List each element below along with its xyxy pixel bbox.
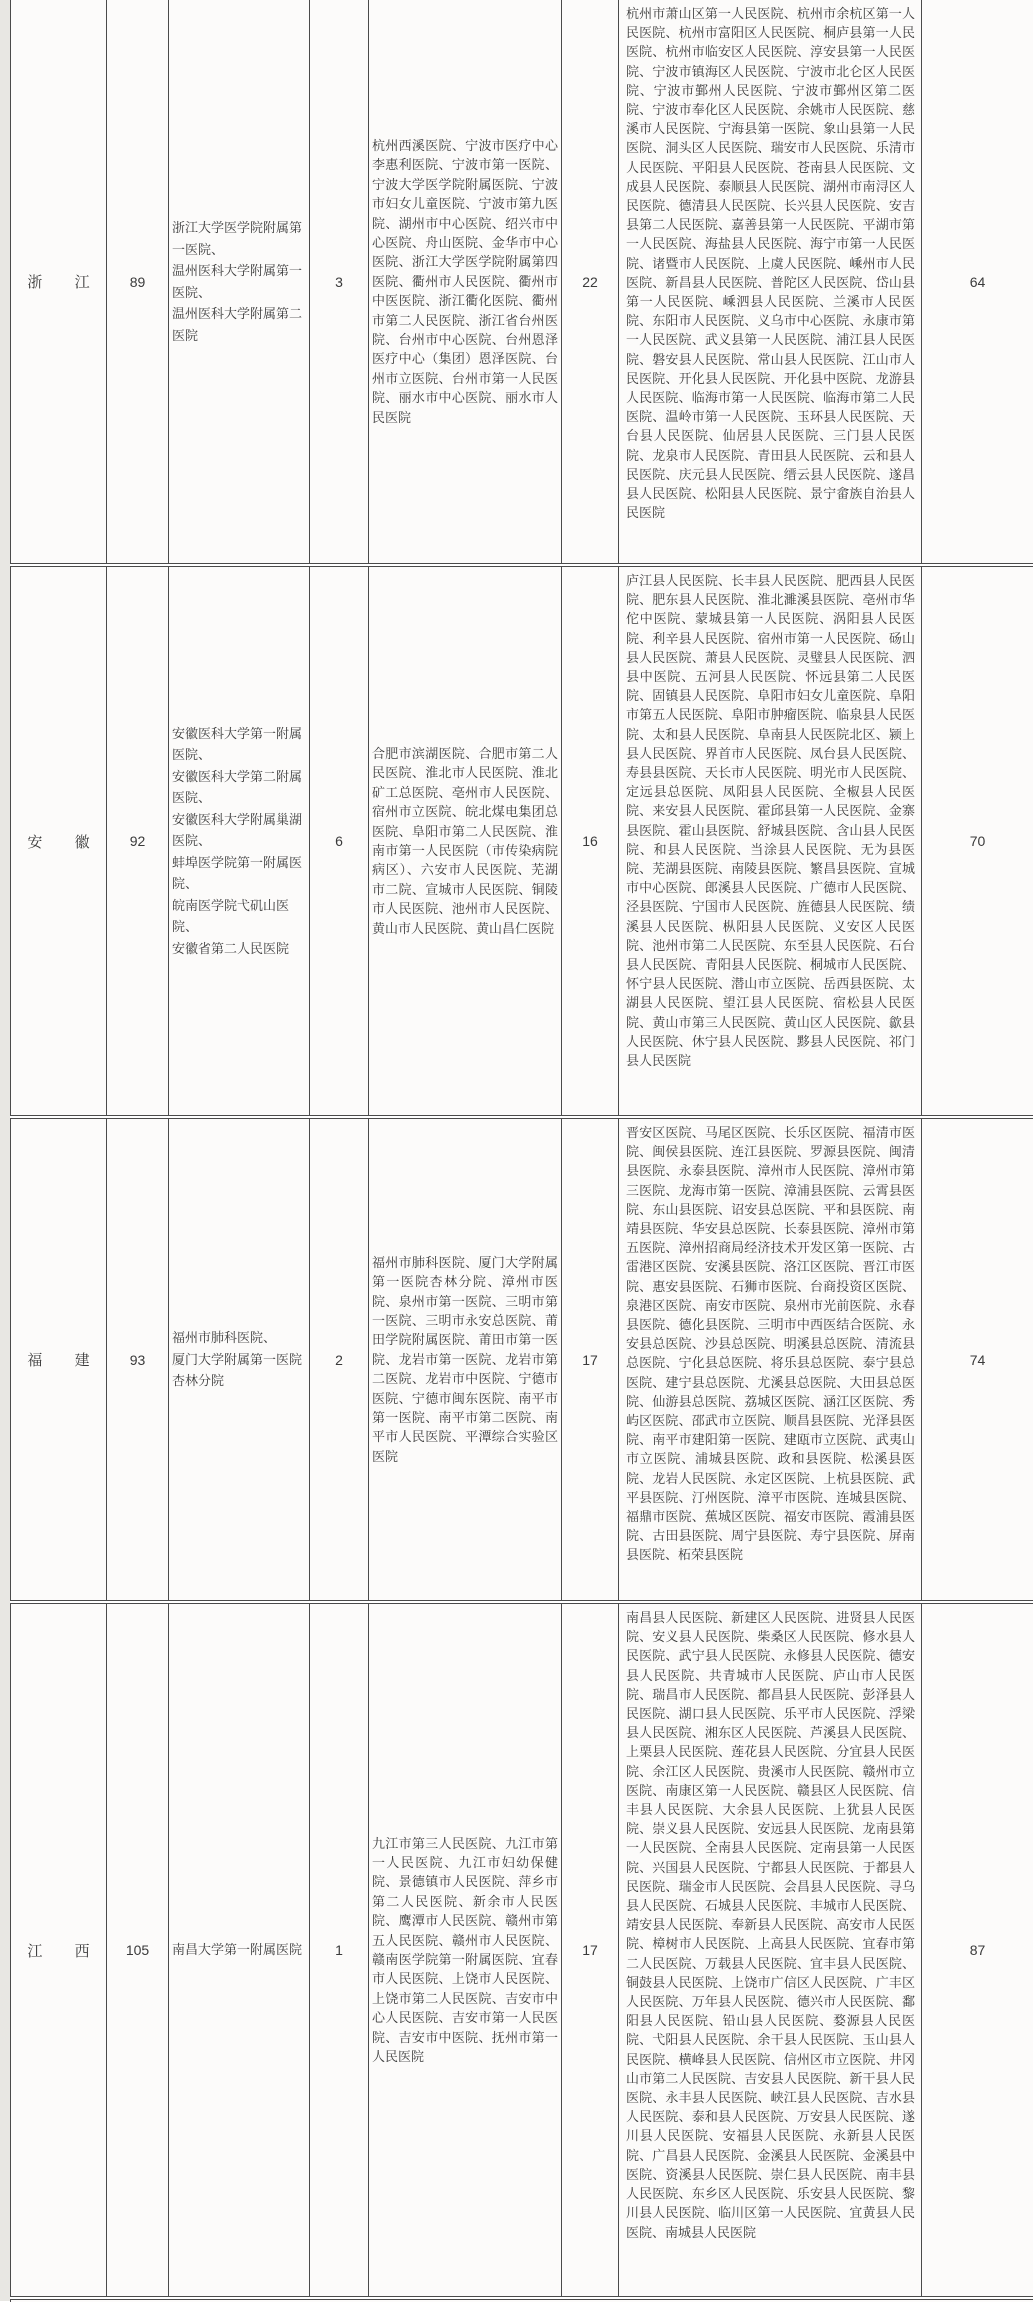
hospital-list-item: 安徽医科大学附属巢湖医院、 <box>172 811 303 849</box>
table-row-zhejiang <box>10 0 1033 564</box>
hospital-list-item: 安徽医科大学第二附属医院、 <box>172 768 303 806</box>
count-c-cell: 64 <box>969 273 986 290</box>
province-label: 安 徽 <box>27 833 104 851</box>
count-b-cell: 22 <box>562 0 619 563</box>
table-row-fujian <box>10 1118 1033 1601</box>
total-count-cell: 105 <box>107 1604 169 2296</box>
province-label: 浙 江 <box>27 274 104 291</box>
total-count-cell: 93 <box>107 1119 169 1600</box>
province-label: 江 西 <box>27 1942 104 1960</box>
count-a-cell: 6 <box>310 567 369 1115</box>
hospital-list-item: 蚌埠医学院第一附属医院、 <box>172 854 303 892</box>
province-cell <box>11 0 107 563</box>
total-count-cell: 92 <box>107 567 169 1115</box>
hospital-list-item: 皖南医学院弋矶山医院、 <box>172 897 290 935</box>
university-hospitals-cell <box>169 1119 310 1600</box>
count-b-cell: 17 <box>562 1604 619 2296</box>
count-b-cell: 16 <box>562 567 619 1115</box>
county-hospitals-cell: 晋安区医院、马尾区医院、长乐区医院、福清市医院、闽侯县医院、连江县医院、罗源县医院、闽清县医院、永泰县医院、漳州市人民医院、漳州市第三医院、龙海市第一医院、漳浦县医院、云霄县医院、东山县医院、诏安县总医院、平和县医院、南靖县医院、华安县总医院、长泰县医院、漳州市第五医院、漳州招商局经济技术开发区第一医院、古雷港区医院、安溪县医院、洛江区医院、晋江市医院、惠安县医院、石狮市医院、台商投资区医院、泉港区医院、南安市医院、泉州市光前医院、永春县医院、德化县医院、三明市中西医结合医院、永安县总医院、沙县总医院、明溪县总医院、清流县总医院、宁化县总医院、将乐县总医院、泰宁县总医院、建宁县总医院、尤溪县总医院、大田县总医院、仙游县总医院、荔城区医院、涵江区医院、秀屿区医院、邵武市立医院、顺昌县医院、光泽县医院、南平市建阳第一医院、建瓯市立医院、武夷山市立医院、浦城县医院、政和县医院、松溪县医院、龙岩人民医院、永定区医院、上杭县医院、武平县医院、汀州医院、漳平市医院、连城县医院、福鼎市医院、蕉城区医院、福安市医院、霞浦县医院、古田县医院、周宁县医院、寿宁县医院、屏南县医院、柘荣县医院 <box>619 1119 922 1600</box>
province-cell <box>11 1119 107 1600</box>
hospital-list-item: 安徽省第二人民医院 <box>172 940 290 956</box>
table-row-anhui <box>10 566 1033 1116</box>
hospital-list-item: 浙江大学医学院附属第一医院、 <box>172 220 303 257</box>
hospital-list-item: 安徽医科大学第一附属医院、 <box>172 725 303 763</box>
city-hospitals-cell: 九江市第三人民医院、九江市第一人民医院、九江市妇幼保健院、景德镇市人民医院、萍乡市第二人民医院、新余市人民医院、鹰潭市人民医院、赣州市第五人民医院、赣州市人民医院、赣南医学院第一附属医院、宜春市人民医院、上饶市人民医院、上饶市第二人民医院、吉安市中心人民医院、吉安市第一人民医院、吉安市中医院、抚州市第一人民医院 <box>369 1604 562 2296</box>
count-c-cell: 74 <box>969 1351 986 1368</box>
university-hospitals-cell <box>169 567 310 1115</box>
count-b-cell: 17 <box>562 1119 619 1600</box>
university-hospitals-cell <box>169 1604 310 2296</box>
county-hospitals-cell: 杭州市萧山区第一人民医院、杭州市余杭区第一人民医院、杭州市富阳区人民医院、桐庐县第一人民医院、杭州市临安区人民医院、淳安县第一人民医院、宁波市镇海区人民医院、宁波市北仑区人民医院、宁波市鄞州人民医院、宁波市鄞州区第二医院、宁波市奉化区人民医院、余姚市人民医院、慈溪市人民医院、宁海县第一医院、象山县第一人民医院、洞头区人民医院、瑞安市人民医院、乐清市人民医院、平阳县人民医院、苍南县人民医院、文成县人民医院、泰顺县人民医院、湖州市南浔区人民医院、德清县人民医院、长兴县人民医院、安吉县第二人民医院、嘉善县第一人民医院、平湖市第一人民医院、海盐县人民医院、海宁市第一人民医院、诸暨市人民医院、上虞人民医院、嵊州市人民医院、新昌县人民医院、普陀区人民医院、岱山县第一人民医院、嵊泗县人民医院、兰溪市人民医院、东阳市人民医院、义乌市中心医院、永康市第一人民医院、武义县第一人民医院、浦江县人民医院、磐安县人民医院、常山县人民医院、江山市人民医院、开化县人民医院、开化县中医院、龙游县人民医院、临海市第一人民医院、临海市第二人民医院、温岭市第一人民医院、玉环县人民医院、天台县人民医院、仙居县人民医院、三门县人民医院、龙泉市人民医院、青田县人民医院、云和县人民医院、庆元县人民医院、缙云县人民医院、遂昌县人民医院、松阳县人民医院、景宁畲族自治县人民医院 <box>619 0 922 563</box>
count-c-cell: 87 <box>969 1942 986 1958</box>
county-hospitals-cell: 庐江县人民医院、长丰县人民医院、肥西县人民医院、肥东县人民医院、淮北濉溪县医院、亳州市华佗中医院、蒙城县第一人民医院、涡阳县人民医院、利辛县人民医院、宿州市第一人民医院、砀山县人民医院、萧县人民医院、灵璧县人民医院、泗县中医院、五河县人民医院、怀远县第二人民医院、固镇县人民医院、阜阳市妇女儿童医院、阜阳市第五人民医院、阜阳市肿瘤医院、临泉县人民医院、太和县人民医院、阜南县人民医院北区、颍上县人民医院、界首市人民医院、凤台县人民医院、寿县县医院、天长市人民医院、明光市人民医院、定远县总医院、凤阳县人民医院、全椒县人民医院、来安县人民医院、霍邱县第一人民医院、金寨县医院、霍山县医院、舒城县医院、含山县人民医院、和县人民医院、当涂县人民医院、无为县医院、芜湖县医院、南陵县医院、繁昌县医院、宣城市中心医院、郎溪县人民医院、广德市人民医院、泾县医院、宁国市人民医院、旌德县人民医院、绩溪县人民医院、枞阳县人民医院、义安区人民医院、池州市第二人民医院、东至县人民医院、石台县人民医院、青阳县人民医院、桐城市人民医院、怀宁县人民医院、潜山市立医院、岳西县医院、太湖县人民医院、望江县人民医院、宿松县人民医院、黄山市第三人民医院、黄山区人民医院、歙县人民医院、休宁县人民医院、黟县人民医院、祁门县人民医院 <box>619 567 922 1115</box>
table-row-jiangxi <box>10 1603 1033 2297</box>
university-hospitals-cell <box>169 0 310 563</box>
province-cell <box>11 567 107 1115</box>
city-hospitals-cell: 杭州西溪医院、宁波市医疗中心李惠利医院、宁波市第一医院、宁波大学医学院附属医院、宁波市妇女儿童医院、宁波市第九医院、湖州市中心医院、绍兴市中心医院、舟山医院、金华市中心医院、浙江大学医学院附属第四医院、衢州市人民医院、衢州市中医医院、浙江衢化医院、衢州市第二人民医院、浙江省台州医院、台州市中心医院、台州恩泽医疗中心（集团）恩泽医院、台州市立医院、台州市第一人民医院、丽水市中心医院、丽水市人民医院 <box>369 0 562 563</box>
hospital-list-item: 温州医科大学附属第一医院、 <box>172 263 303 300</box>
county-hospitals-cell: 南昌县人民医院、新建区人民医院、进贤县人民医院、安义县人民医院、柴桑区人民医院、修水县人民医院、武宁县人民医院、永修县人民医院、德安县人民医院、共青城市人民医院、庐山市人民医院、瑞昌市人民医院、都昌县人民医院、彭泽县人民医院、湖口县人民医院、乐平市人民医院、浮梁县人民医院、湘东区人民医院、芦溪县人民医院、上栗县人民医院、莲花县人民医院、分宜县人民医院、余江区人民医院、贵溪市人民医院、赣州市立医院、南康区第一人民医院、赣县区人民医院、信丰县人民医院、大余县人民医院、上犹县人民医院、崇义县人民医院、安远县人民医院、龙南县第一人民医院、全南县人民医院、定南县第一人民医院、兴国县人民医院、宁都县人民医院、于都县人民医院、瑞金市人民医院、会昌县人民医院、寻乌县人民医院、石城县人民医院、丰城市人民医院、靖安县人民医院、奉新县人民医院、高安市人民医院、樟树市人民医院、上高县人民医院、宜春市第二人民医院、万载县人民医院、宜丰县人民医院、铜鼓县人民医院、上饶市广信区人民医院、广丰区人民医院、万年县人民医院、德兴市人民医院、鄱阳县人民医院、铅山县人民医院、婺源县人民医院、弋阳县人民医院、余干县人民医院、玉山县人民医院、横峰县人民医院、信州区市立医院、井冈山市第二人民医院、吉安县人民医院、新干县人民医院、永丰县人民医院、峡江县人民医院、吉水县人民医院、泰和县人民医院、万安县人民医院、遂川县人民医院、安福县人民医院、永新县人民医院、广昌县人民医院、金溪县人民医院、金溪县中医院、资溪县人民医院、崇仁县人民医院、南丰县人民医院、东乡区人民医院、乐安县人民医院、黎川县人民医院、临川区第一人民医院、宜黄县人民医院、南城县人民医院 <box>619 1604 922 2296</box>
count-a-cell: 3 <box>310 0 369 563</box>
province-cell <box>11 1604 107 2296</box>
count-a-cell: 2 <box>310 1119 369 1600</box>
hospital-list-item: 温州医科大学附属第二医院 <box>172 306 303 343</box>
total-count-cell: 89 <box>107 0 169 563</box>
page-left-margin <box>0 0 10 2301</box>
hospital-list-item: 南昌大学第一附属医院 <box>172 1942 303 1958</box>
count-a-cell: 1 <box>310 1604 369 2296</box>
count-c-cell: 70 <box>969 833 986 849</box>
city-hospitals-cell: 合肥市滨湖医院、合肥市第二人民医院、淮北市人民医院、淮北矿工总医院、亳州市人民医院、宿州市立医院、皖北煤电集团总医院、阜阳市第二人民医院、淮南市第一人民医院（市传染病院病区）、六安市人民医院、芜湖市二院、宣城市人民医院、铜陵市人民医院、池州市人民医院、黄山市人民医院、黄山昌仁医院 <box>369 567 562 1115</box>
city-hospitals-cell: 福州市肺科医院、厦门大学附属第一医院杏林分院、漳州市医院、泉州市第一医院、三明市第一医院、三明市永安总医院、莆田学院附属医院、莆田市第一医院、龙岩市第一医院、龙岩市第二医院、龙岩市中医院、宁德市医院、宁德市闽东医院、南平市第一医院、南平市第二医院、南平市人民医院、平潭综合实验区医院 <box>369 1119 562 1600</box>
hospital-list-item: 厦门大学附属第一医院杏林分院 <box>172 1351 303 1389</box>
province-label: 福 建 <box>27 1352 104 1369</box>
hospital-list-item: 福州市肺科医院、 <box>172 1330 277 1346</box>
